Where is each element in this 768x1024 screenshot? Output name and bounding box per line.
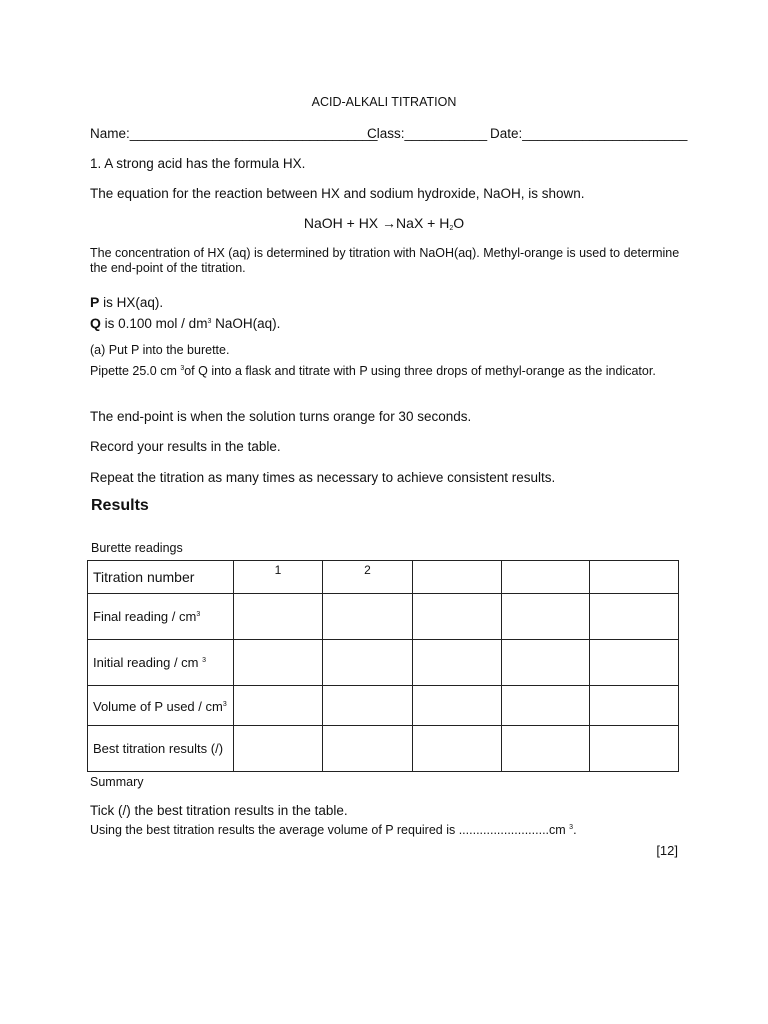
table-cell[interactable]	[502, 686, 590, 726]
row-label	[88, 686, 234, 726]
equation-intro: The equation for the reaction between HX and sodium hydroxide, NaOH, is shown.	[90, 186, 585, 201]
table-cell[interactable]	[590, 686, 679, 726]
row-label-sup: 3	[202, 657, 207, 664]
q-text: is 0.100 mol / dm	[100, 316, 208, 331]
table-cell[interactable]	[323, 726, 413, 772]
table-cell[interactable]	[234, 686, 323, 726]
equation-subscript: 2	[449, 225, 454, 232]
results-table	[87, 560, 679, 772]
table-cell[interactable]	[502, 640, 590, 686]
table-cell[interactable]	[323, 686, 413, 726]
table-cell[interactable]	[413, 640, 502, 686]
table-cell[interactable]	[234, 726, 323, 772]
average-sup: 3	[569, 824, 574, 831]
class-field[interactable]: Class:___________	[367, 126, 488, 141]
question-intro: 1. A strong acid has the formula HX.	[90, 156, 306, 171]
pipette-text-1: Pipette 25.0 cm	[90, 364, 181, 378]
table-cell[interactable]	[413, 594, 502, 640]
table-cell[interactable]	[323, 640, 413, 686]
row-label	[88, 640, 234, 686]
equation-end: O	[453, 215, 465, 231]
row-label-text: Final reading / cm	[93, 609, 197, 624]
record-text: Record your results in the table.	[90, 439, 281, 454]
repeat-text: Repeat the titration as many times as necessary to achieve consistent results.	[90, 470, 556, 485]
endpoint-text: The end-point is when the solution turns orange for 30 seconds.	[90, 409, 472, 424]
equation-right: NaX + H	[396, 215, 450, 231]
q-definition	[90, 315, 280, 331]
table-cell[interactable]	[323, 594, 413, 640]
row-label-text: Volume of P used / cm	[93, 698, 223, 714]
burette-readings-label: Burette readings	[91, 541, 183, 555]
table-cell[interactable]	[413, 726, 502, 772]
average-volume-line	[90, 823, 577, 837]
p-label: P	[90, 294, 100, 310]
table-cell[interactable]	[413, 686, 502, 726]
table-cell[interactable]	[590, 726, 679, 772]
row-label-sup: 3	[196, 611, 201, 618]
table-row	[88, 561, 679, 594]
summary-heading: Summary	[90, 775, 144, 789]
column-header: 1	[234, 561, 323, 594]
q-sup: 3	[207, 318, 212, 325]
average-text: Using the best titration results the average volume of P required is ..........................cm	[90, 823, 570, 837]
q-label: Q	[90, 315, 101, 331]
average-end: .	[573, 823, 577, 837]
table-row	[88, 686, 679, 726]
table-row	[88, 594, 679, 640]
column-header[interactable]	[590, 561, 679, 594]
concentration-text: The concentration of HX (aq) is determined by titration with NaOH(aq). Methyl-orange is used to determine the end-point of the titration.	[90, 246, 680, 275]
row-label: Titration number	[88, 561, 234, 594]
page-title: ACID-ALKALI TITRATION	[311, 95, 457, 109]
table-cell[interactable]	[502, 726, 590, 772]
tick-instruction: Tick (/) the best titration results in the table.	[90, 803, 348, 818]
table-cell[interactable]	[234, 594, 323, 640]
row-label	[88, 594, 234, 640]
table-cell[interactable]	[590, 640, 679, 686]
table-cell[interactable]	[234, 640, 323, 686]
q-end: NaOH(aq).	[211, 316, 281, 331]
column-header[interactable]	[502, 561, 590, 594]
table-row	[88, 640, 679, 686]
p-text: is HX(aq).	[99, 295, 164, 310]
pipette-text-2: of Q into a flask and titrate with P using three drops of methyl-orange as the indicator.	[184, 364, 656, 378]
p-definition	[90, 294, 163, 310]
row-label: Best titration results (/)	[88, 726, 234, 772]
date-field[interactable]: Date:______________________	[490, 126, 688, 141]
column-header: 2	[323, 561, 413, 594]
pipette-instruction	[90, 361, 690, 379]
reaction-arrow-icon: →	[382, 215, 397, 231]
row-label-sup: 3	[222, 700, 227, 708]
name-field[interactable]: Name:_________________________________	[90, 126, 378, 141]
equation-left: NaOH + HX	[303, 215, 383, 231]
table-row	[88, 726, 679, 772]
chemical-equation	[0, 215, 768, 232]
total-marks: [12]	[656, 843, 678, 858]
table-cell[interactable]	[590, 594, 679, 640]
part-a-text: (a) Put P into the burette.	[90, 343, 230, 357]
pipette-sup: 3	[180, 365, 185, 372]
column-header[interactable]	[413, 561, 502, 594]
row-label-text: Initial reading / cm	[93, 655, 203, 670]
table-cell[interactable]	[502, 594, 590, 640]
results-heading: Results	[91, 497, 149, 514]
